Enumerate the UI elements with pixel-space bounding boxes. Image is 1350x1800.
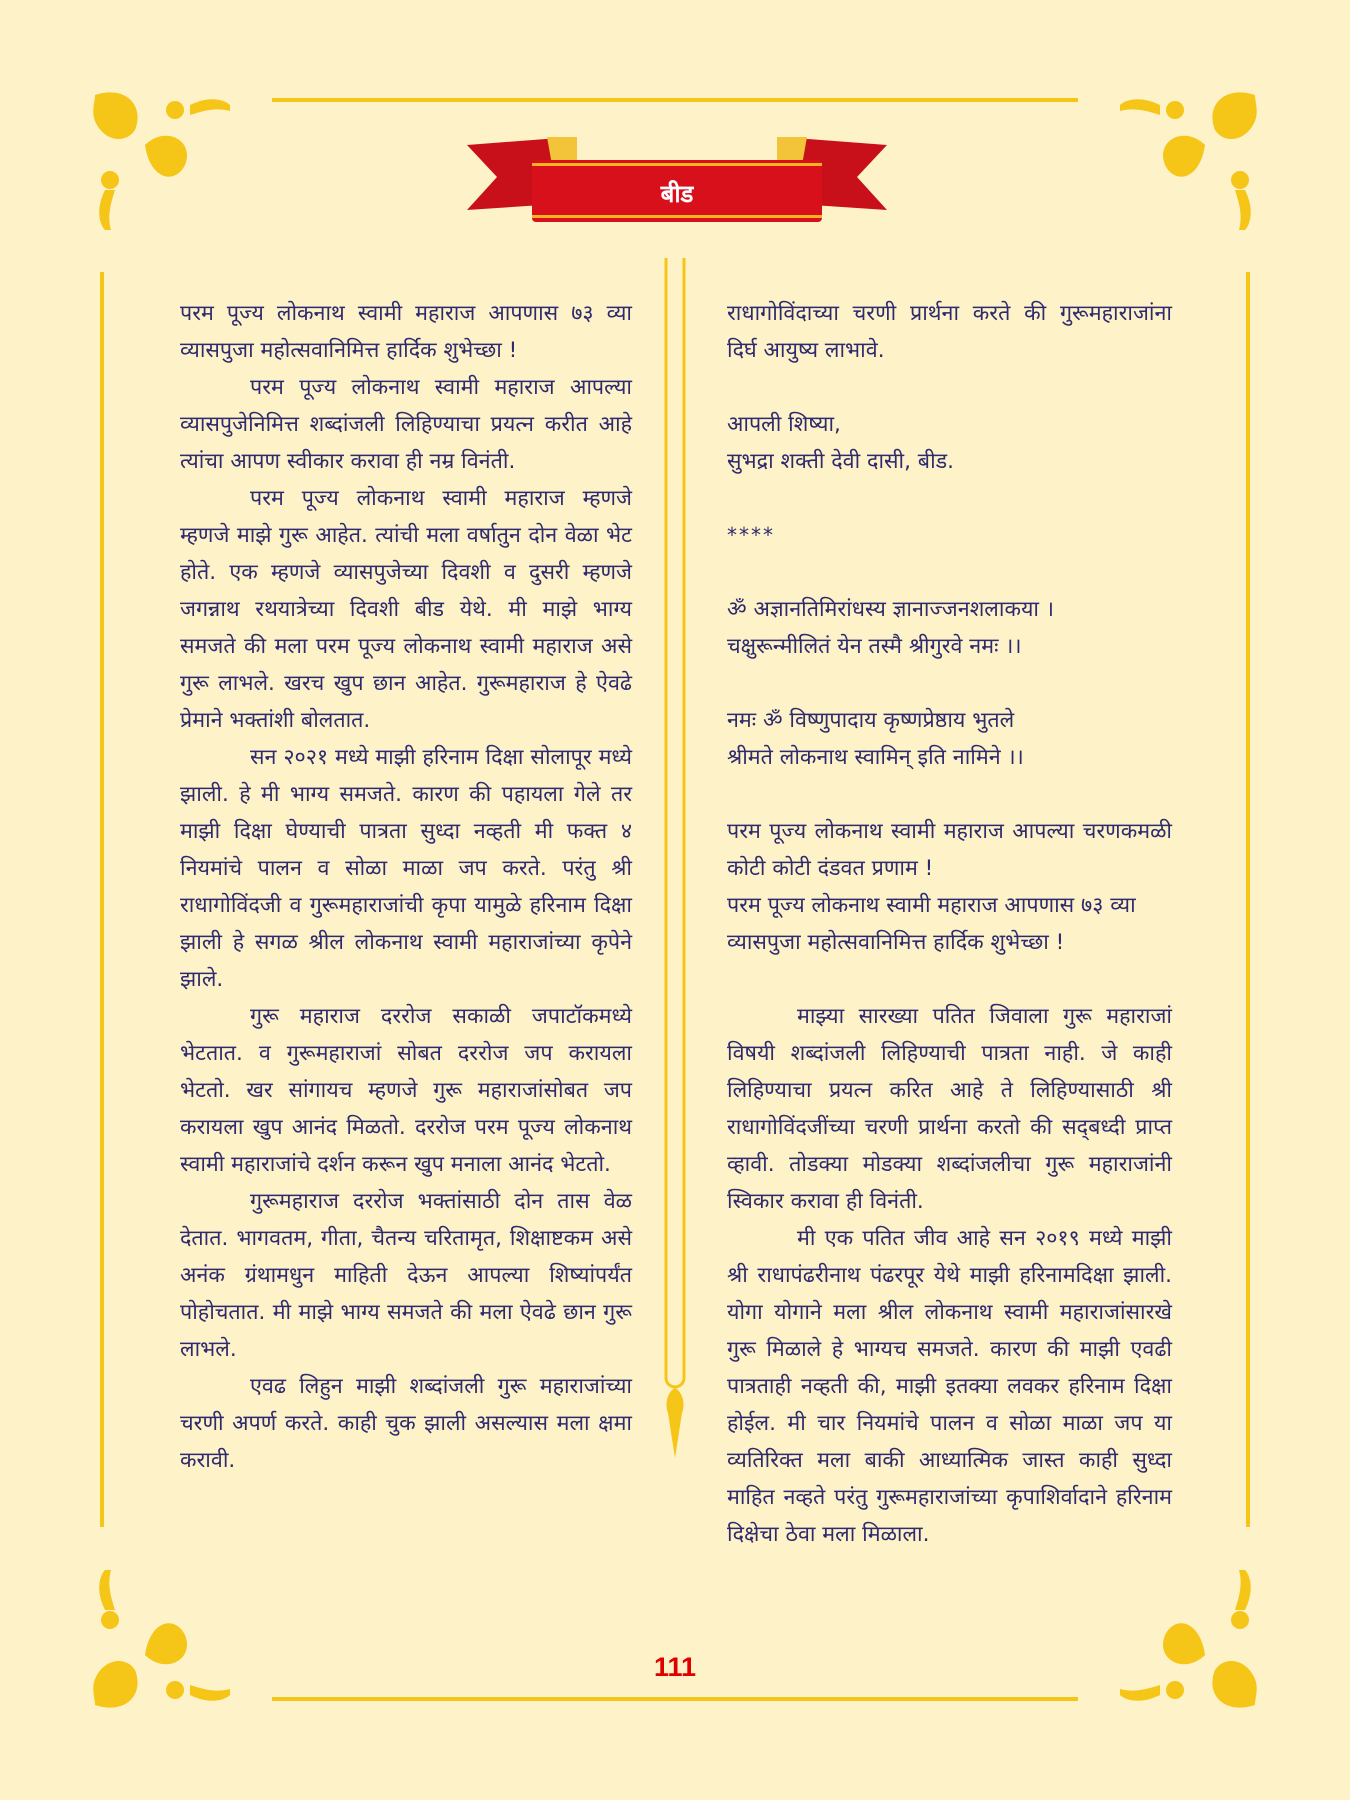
signature-line: आपली शिष्या, [727,412,841,437]
paragraph: परम पूज्य लोकनाथ स्वामी महाराज आपणास ७३ व्या व्यासपुजा महोत्सवानिमित्त हार्दिक शुभेच्छा ! [180,301,632,363]
border-right-line [1246,272,1250,1527]
ribbon-icon [462,125,892,225]
border-bottom-line [272,1697,1078,1701]
verse-line: नमः ॐ विष्णुपादाय कृष्णप्रेष्ठाय भुतले [727,708,1015,733]
left-column [180,295,632,1479]
page-title: बीड [660,180,694,208]
paragraph: गुरू महाराज दररोज सकाळी जपाटॉकमध्ये भेटतात. व गुरूमहाराजां सोबत दररोज जप करायला भेटतो. खर सांगायच म्हणजे गुरू महाराजांसोबत जप करायला खुप आनंद मिळतो. दररोज परम पूज्य लोकनाथ स्वामी महाराजांचे दर्शन करून खुप मनाला आनंद भेटतो. [180,1004,632,1177]
paragraph: परम पूज्य लोकनाथ स्वामी महाराज म्हणजे म्हणजे माझे गुरू आहेत. त्यांची मला वर्षातुन दोन वेळा भेट होते. एक म्हणजे व्यासपुजेच्या दिवशी व दुसरी म्हणजे जगन्नाथ रथयात्रेच्या दिवशी बीड येथे. मी माझे भाग्य समजते की मला परम पूज्य लोकनाथ स्वामी महाराज असे गुरू लाभले. खरच खुप छान आहेत. गुरूमहाराज हे ऐवढे प्रेमाने भक्तांशी बोलतात. [180,486,632,733]
paragraph: मी एक पतित जीव आहे सन २०१९ मध्ये माझी श्री राधापंढरीनाथ पंढरपूर येथे माझी हरिनामदिक्षा झाली. योगा योगाने मला श्रील लोकनाथ स्वामी महाराजांसारखे गुरू मिळाले हे भाग्यच समजते. कारण की माझी एवढी पात्रताही नव्हती की, माझी इतक्या लवकर हरिनाम दिक्षा होईल. मी चार नियमांचे पालन व सोळा माळा जप या व्यतिरिक्त मला बाकी आध्यात्मिक जास्त काही सुध्दा माहित नव्हते परंतु गुरूमहाराजांच्या कृपाशिर्वादाने हरिनाम दिक्षेचा ठेवा मला मिळाला. [727,1226,1172,1547]
pendant-icon [666,1388,683,1458]
paragraph: परम पूज्य लोकनाथ स्वामी महाराज आपल्या व्यासपुजेनिमित्त शब्दांजली लिहिण्याचा प्रयत्न करीत आहे त्यांचा आपण स्वीकार करावा ही नम्र विनंती. [180,375,632,474]
right-column [727,295,1172,1553]
verse-line: चक्षुरून्मीलितं येन तस्मै श्रीगुरवे नमः ।। [727,634,1022,659]
column-divider [663,258,687,1458]
verse-line: श्रीमते लोकनाथ स्वामिन् इति नामिने ।। [727,745,1024,770]
page-number: 111 [653,1652,697,1682]
border-left-line [100,272,104,1527]
opening-prayer: राधागोविंदाच्या चरणी प्रार्थना करते की गुरूमहाराजांना दिर्घ आयुष्य लाभावे. [727,301,1172,363]
greeting: परम पूज्य लोकनाथ स्वामी महाराज आपणास ७३ व्या व्यासपुजा महोत्सवानिमित्त हार्दिक शुभेच्छा ! [727,893,1136,955]
paragraph: एवढ लिहुन माझी शब्दांजली गुरू महाराजांच्या चरणी अपर्ण करते. काही चुक झाली असल्यास मला क्षमा करावी. [180,1374,632,1473]
border-top-line [272,98,1078,102]
corner-ornament-top-right [1115,85,1265,235]
separator-stars: **** [727,523,775,547]
paragraph: सन २०२१ मध्ये माझी हरिनाम दिक्षा सोलापूर मध्ये झाली. हे मी भाग्य समजते. कारण की पहायला गेले तर माझी दिक्षा घेण्याची पात्रता सुध्दा नव्हती मी फक्त ४ नियमांचे पालन व सोळा माळा जप करते. परंतु श्री राधागोविंदजी व गुरूमहाराजांची कृपा यामुळे हरिनाम दिक्षा झाली हे सगळ श्रील लोकनाथ स्वामी महाराजांच्या कृपेने झाले. [180,745,632,992]
salutation: परम पूज्य लोकनाथ स्वामी महाराज आपल्या चरणकमळी कोटी कोटी दंडवत प्रणाम ! [727,819,1172,881]
corner-ornament-bottom-right [1115,1565,1265,1715]
corner-ornament-top-left [85,85,235,235]
corner-ornament-bottom-left [85,1565,235,1715]
verse-line: ॐ अज्ञानतिमिरांधस्य ज्ञानाज्जनशलाकया । [727,597,1054,622]
signature-name: सुभद्रा शक्ती देवी दासी, बीड. [727,449,954,474]
paragraph: माझ्या सारख्या पतित जिवाला गुरू महाराजां विषयी शब्दांजली लिहिण्याची पात्रता नाही. जे काही लिहिण्याचा प्रयत्न करित आहे ते लिहिण्यासाठी श्री राधागोविंदजींच्या चरणी प्रार्थना करतो की सद्‌बध्दी प्राप्त व्हावी. तोडक्या मोडक्या शब्दांजलीचा गुरू महाराजांनी स्विकार करावा ही विनंती. [727,1004,1172,1214]
title-banner [462,125,892,225]
paragraph: गुरूमहाराज दररोज भक्तांसाठी दोन तास वेळ देतात. भागवतम, गीता, चैतन्य चरितामृत, शिक्षाष्टकम असे अनंक ग्रंथामधुन माहिती देऊन आपल्या शिष्यांपर्यंत पोहोचतात. मी माझे भाग्य समजते की मला ऐवढे छान गुरू लाभले. [180,1189,632,1362]
